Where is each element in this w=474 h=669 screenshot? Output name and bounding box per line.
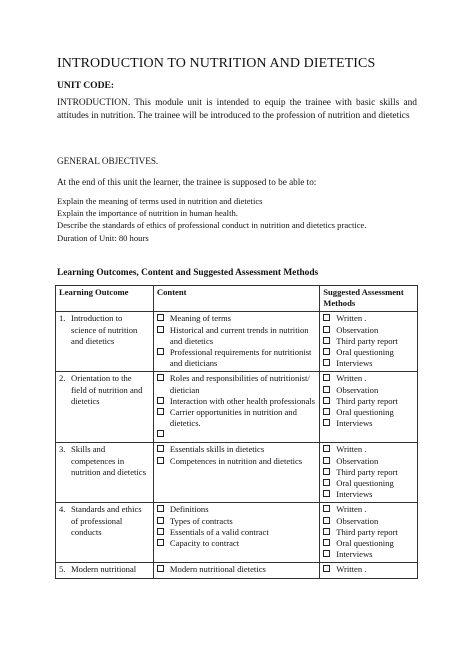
item-text: Written . [336, 444, 367, 455]
item-text: Interviews [336, 489, 373, 500]
item-text: Written . [336, 564, 367, 575]
item-text: Written . [336, 373, 367, 384]
objective-item: Describe the standards of ethics of professional conduct in nutrition and dietetics practice. [57, 220, 367, 231]
item-text: Oral questioning [336, 407, 394, 418]
assessment-cell [320, 312, 418, 372]
content-item [157, 396, 316, 407]
assessment-item [323, 385, 414, 396]
checkbox-icon [157, 374, 164, 381]
table-row [56, 563, 418, 578]
table-row [56, 443, 418, 503]
item-text: Oral questioning [336, 347, 394, 358]
item-text: Third party report [336, 335, 398, 346]
assessment-cell [320, 443, 418, 503]
assessment-item [323, 538, 414, 549]
assessment-item [323, 489, 414, 500]
assessment-item [323, 564, 414, 575]
checkbox-icon [323, 326, 330, 333]
checkbox-icon [157, 539, 164, 546]
checkbox-icon [323, 517, 330, 524]
checkbox-icon [323, 386, 330, 393]
item-text: Observation [336, 455, 379, 466]
assessment-list [323, 444, 414, 500]
checkbox-icon [157, 408, 164, 415]
assessment-item [323, 444, 414, 455]
content-item [157, 516, 316, 527]
item-text: Carrier opportunities in nutrition and dietetics. [169, 407, 297, 429]
content-cell [153, 312, 319, 372]
checkbox-icon [157, 314, 164, 321]
learning-outcomes-table [55, 285, 418, 579]
checkbox-icon [323, 408, 330, 415]
objectives-lead: At the end of this unit the learner, the trainee is supposed to be able to: [57, 177, 317, 187]
assessment-list [323, 564, 414, 575]
checkbox-icon [157, 397, 164, 404]
objective-item: Explain the importance of nutrition in human health. [57, 208, 238, 219]
content-item [157, 373, 316, 395]
assessment-item [323, 504, 414, 515]
checkbox-icon [157, 517, 164, 524]
objective-item: Explain the meaning of terms used in nutrition and dietetics [57, 196, 263, 206]
checkbox-icon [323, 445, 330, 452]
table-row [56, 372, 418, 443]
header-content: Content [153, 286, 319, 312]
content-item [157, 504, 316, 515]
assessment-item [323, 313, 414, 324]
outcome-number: 4. [59, 504, 66, 515]
content-cell [153, 503, 319, 563]
checkbox-icon [157, 457, 164, 464]
item-text: Written . [336, 313, 367, 324]
content-list [157, 444, 316, 466]
outcome-text: Orientation to the field of nutrition and dietetics [71, 373, 143, 406]
learning-outcome-cell [56, 443, 154, 503]
general-objectives-heading: GENERAL OBJECTIVES. [57, 156, 159, 166]
checkbox-icon [157, 528, 164, 535]
content-item [157, 456, 316, 467]
item-text: Observation [336, 515, 379, 526]
learning-outcome-cell [56, 563, 154, 578]
checkbox-icon [323, 397, 330, 404]
content-item [157, 527, 316, 538]
introduction-paragraph: INTRODUCTION. This module unit is intended to equip the trainee with basic skills and attitudes in nutrition. The trainee will be introduced to the profession of nutrition and dietetics [57, 98, 417, 121]
checkbox-icon [157, 430, 164, 437]
content-cell [153, 563, 319, 578]
content-cell [153, 443, 319, 503]
assessment-list [323, 313, 414, 369]
objective-item: Duration of Unit: 80 hours [57, 232, 149, 243]
outcome-text: Modern nutritional [71, 564, 137, 575]
assessment-item [323, 516, 414, 527]
item-text: Professional requirements for nutritionist and dieticians [169, 347, 312, 369]
item-text: Oral questioning [336, 538, 394, 549]
item-text: Modern nutritional dietetics [169, 564, 266, 575]
learning-outcome-cell [56, 503, 154, 563]
item-text: Competences in nutrition and dietetics [169, 455, 303, 466]
item-text: Roles and responsibilities of nutritionist/ dietician [169, 373, 310, 395]
item-text: Essentials skills in dietetics [169, 444, 265, 455]
item-text: Definitions [169, 504, 209, 515]
item-text: Third party report [336, 395, 398, 406]
checkbox-icon [157, 565, 164, 572]
content-list [157, 564, 316, 575]
checkbox-icon [157, 326, 164, 333]
content-item [157, 325, 316, 347]
checkbox-icon [157, 348, 164, 355]
table-row [56, 503, 418, 563]
checkbox-icon [323, 468, 330, 475]
assessment-item [323, 336, 414, 347]
checkbox-icon [323, 419, 330, 426]
item-text: Oral questioning [336, 478, 394, 489]
assessment-item [323, 347, 414, 358]
checkbox-icon [157, 505, 164, 512]
content-item [157, 538, 316, 549]
assessment-cell [320, 372, 418, 443]
content-item [157, 429, 316, 440]
item-text: Third party report [336, 466, 398, 477]
table-caption: Learning Outcomes, Content and Suggested Assessment Methods [57, 268, 319, 278]
assessment-list [323, 504, 414, 560]
assessment-item [323, 549, 414, 560]
item-text: Interviews [336, 358, 373, 369]
table-row [56, 312, 418, 372]
assessment-item [323, 418, 414, 429]
item-text: Types of contracts [169, 515, 233, 526]
item-text: Interaction with other health professionals [169, 395, 316, 406]
checkbox-icon [323, 457, 330, 464]
assessment-item [323, 373, 414, 384]
item-text: Interviews [336, 418, 373, 429]
item-text: Capacity to contract [169, 538, 240, 549]
page-title: INTRODUCTION TO NUTRITION AND DIETETICS [57, 56, 376, 71]
assessment-item [323, 527, 414, 538]
assessment-item [323, 456, 414, 467]
content-cell [153, 372, 319, 443]
table-header-row [56, 286, 418, 312]
assessment-item [323, 407, 414, 418]
assessment-cell [320, 503, 418, 563]
checkbox-icon [323, 479, 330, 486]
outcome-number: 2. [59, 373, 66, 384]
checkbox-icon [323, 528, 330, 535]
content-item [157, 407, 316, 429]
assessment-item [323, 478, 414, 489]
item-text: Third party report [336, 526, 398, 537]
header-assessment-methods: Suggested Assessment Methods [320, 286, 418, 312]
table-body [56, 312, 418, 578]
learning-outcome-cell [56, 312, 154, 372]
checkbox-icon [157, 445, 164, 452]
checkbox-icon [323, 374, 330, 381]
assessment-list [323, 373, 414, 429]
item-text: Meaning of terms [169, 313, 232, 324]
outcome-number: 5. [59, 564, 66, 575]
checkbox-icon [323, 505, 330, 512]
content-item [157, 564, 316, 575]
checkbox-icon [323, 539, 330, 546]
checkbox-icon [323, 359, 330, 366]
objectives-list [57, 195, 367, 244]
outcome-text: Introduction to science of nutrition and dietetics [71, 313, 138, 346]
outcome-number: 1. [59, 313, 66, 324]
item-text: Observation [336, 324, 379, 335]
item-text: Interviews [336, 549, 373, 560]
unit-code-label: UNIT CODE: [57, 80, 115, 91]
item-text: Observation [336, 384, 379, 395]
outcome-text: Skills and competences in nutrition and dietetics [71, 444, 146, 477]
assessment-item [323, 325, 414, 336]
content-item [157, 347, 316, 369]
header-learning-outcome: Learning Outcome [56, 286, 154, 312]
content-list [157, 313, 316, 369]
item-text: Written . [336, 504, 367, 515]
checkbox-icon [323, 348, 330, 355]
assessment-item [323, 467, 414, 478]
assessment-cell [320, 563, 418, 578]
content-list [157, 373, 316, 440]
checkbox-icon [323, 314, 330, 321]
learning-outcome-cell [56, 372, 154, 443]
content-item [157, 313, 316, 324]
checkbox-icon [323, 337, 330, 344]
checkbox-icon [323, 565, 330, 572]
assessment-item [323, 396, 414, 407]
item-text: Essentials of a valid contract [169, 526, 269, 537]
outcome-number: 3. [59, 444, 66, 455]
item-text: Historical and current trends in nutrition and dietetics [169, 324, 309, 346]
content-item [157, 444, 316, 455]
assessment-item [323, 358, 414, 369]
content-list [157, 504, 316, 549]
checkbox-icon [323, 490, 330, 497]
checkbox-icon [323, 550, 330, 557]
outcome-text: Standards and ethics of professional conducts [71, 504, 142, 537]
